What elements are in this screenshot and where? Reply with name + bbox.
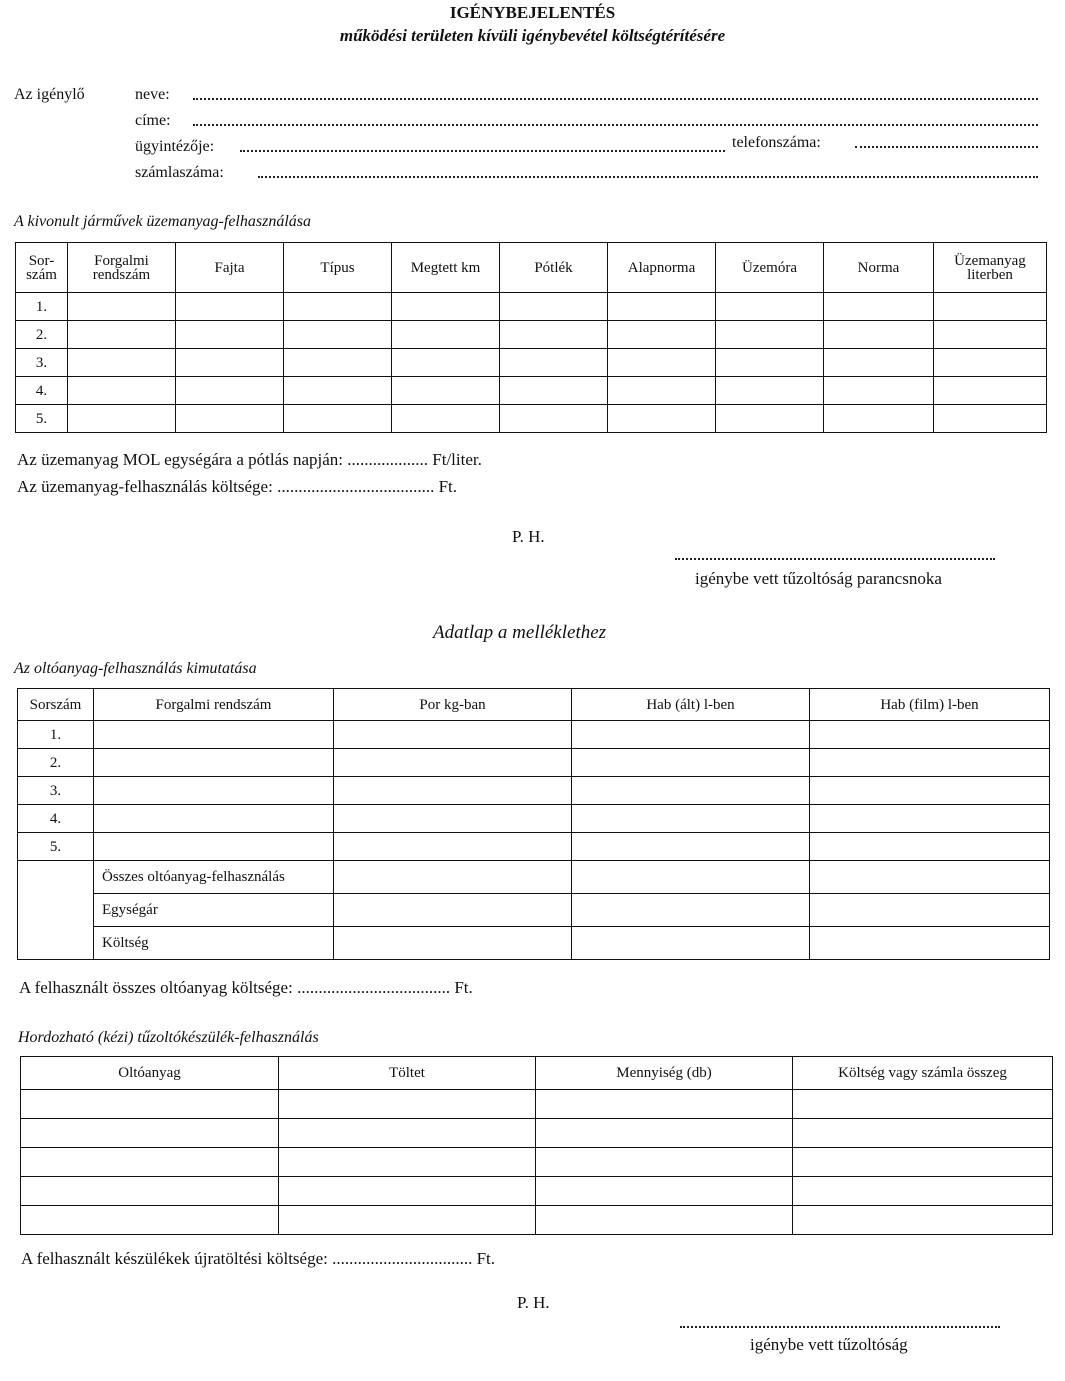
claimant-address-field[interactable]	[193, 124, 1038, 126]
fuel-cell[interactable]	[176, 349, 284, 377]
annex-cell[interactable]	[572, 721, 810, 749]
table-row	[18, 721, 1050, 749]
row-number: 5.	[18, 833, 94, 861]
portable-header-3: Költség vagy számla összeg	[793, 1057, 1053, 1090]
table-row	[21, 1148, 1053, 1177]
portable-cell[interactable]	[21, 1148, 279, 1177]
fuel-cell[interactable]	[608, 405, 716, 433]
fuel-cell[interactable]	[934, 405, 1047, 433]
row-number: 1.	[18, 721, 94, 749]
annex-total-line: A felhasznált összes oltóanyag költsége: .................................... Ft.	[19, 978, 473, 997]
fuel-header-9: Üzemanyag literben	[934, 243, 1047, 293]
portable-header-0: Oltóanyag	[21, 1057, 279, 1090]
claimant-contact-label: ügyintézője:	[135, 138, 215, 155]
portable-cell[interactable]	[279, 1206, 536, 1235]
fuel-cost-line: Az üzemanyag-felhasználás költsége: ..................................... Ft.	[17, 477, 458, 496]
fuel-cell[interactable]	[392, 293, 500, 321]
fuel-cell[interactable]	[934, 349, 1047, 377]
fuel-signature-label: igénybe vett tűzoltóság parancsnoka	[695, 569, 942, 588]
fuel-cell[interactable]	[392, 349, 500, 377]
annex-cell[interactable]	[334, 833, 572, 861]
fuel-cell[interactable]	[176, 321, 284, 349]
table-row	[16, 321, 1047, 349]
portable-cell[interactable]	[793, 1177, 1053, 1206]
summary-row	[18, 894, 1050, 927]
fuel-cell[interactable]	[284, 321, 392, 349]
fuel-cell[interactable]	[68, 405, 176, 433]
fuel-cell[interactable]	[176, 293, 284, 321]
portable-refill-line: A felhasznált készülékek újratöltési költsége: ................................. Ft.	[21, 1249, 496, 1268]
annex-header-1: Forgalmi rendszám	[94, 689, 334, 721]
row-number: 2.	[16, 321, 68, 349]
portable-cell[interactable]	[536, 1206, 793, 1235]
fuel-cell[interactable]	[68, 321, 176, 349]
annex-cell[interactable]	[810, 777, 1050, 805]
portable-cell[interactable]	[21, 1177, 279, 1206]
fuel-section-title: A kivonult járművek üzemanyag-felhasználása	[14, 213, 311, 230]
annex-cell[interactable]	[334, 749, 572, 777]
claimant-account-label: számlaszáma:	[135, 164, 224, 181]
portable-table	[20, 1056, 1053, 1235]
table-row	[21, 1119, 1053, 1148]
summary-cell[interactable]	[810, 894, 1050, 927]
fuel-cell[interactable]	[608, 377, 716, 405]
annex-cell[interactable]	[572, 833, 810, 861]
fuel-cell[interactable]	[68, 349, 176, 377]
table-row	[18, 749, 1050, 777]
claimant-name-field[interactable]	[193, 98, 1038, 100]
portable-cell[interactable]	[536, 1090, 793, 1119]
summary-cell[interactable]	[572, 861, 810, 894]
fuel-cell[interactable]	[284, 349, 392, 377]
portable-signature-line[interactable]	[680, 1326, 1000, 1328]
row-number: 4.	[18, 805, 94, 833]
claimant-label: Az igénylő	[14, 86, 85, 103]
fuel-header-1: Forgalmi rendszám	[68, 243, 176, 293]
summary-cell[interactable]	[572, 894, 810, 927]
extinguisher-table	[17, 688, 1050, 960]
portable-cell[interactable]	[21, 1090, 279, 1119]
table-row	[16, 293, 1047, 321]
annex-header-4: Hab (film) l-ben	[810, 689, 1050, 721]
row-number: 1.	[16, 293, 68, 321]
annex-cell[interactable]	[810, 749, 1050, 777]
portable-cell[interactable]	[793, 1119, 1053, 1148]
claimant-phone-field[interactable]	[855, 146, 1038, 148]
fuel-cell[interactable]	[500, 405, 608, 433]
annex-cell[interactable]	[572, 777, 810, 805]
claimant-account-field[interactable]	[258, 176, 1038, 178]
portable-signature-label: igénybe vett tűzoltóság	[750, 1335, 908, 1354]
annex-header-2: Por kg-ban	[334, 689, 572, 721]
fuel-cell[interactable]	[284, 405, 392, 433]
annex-cell[interactable]	[94, 777, 334, 805]
fuel-cell[interactable]	[500, 293, 608, 321]
fuel-cell[interactable]	[284, 377, 392, 405]
annex-cell[interactable]	[94, 749, 334, 777]
fuel-header-4: Megtett km	[392, 243, 500, 293]
fuel-cell[interactable]	[392, 405, 500, 433]
claimant-phone-label: telefonszáma:	[732, 134, 821, 151]
fuel-cell[interactable]	[500, 349, 608, 377]
portable-cell[interactable]	[279, 1090, 536, 1119]
fuel-cell[interactable]	[68, 293, 176, 321]
fuel-cell[interactable]	[392, 321, 500, 349]
fuel-cell[interactable]	[824, 377, 934, 405]
fuel-cell[interactable]	[716, 377, 824, 405]
summary-cell[interactable]	[334, 927, 572, 960]
fuel-cell[interactable]	[716, 405, 824, 433]
portable-cell[interactable]	[279, 1148, 536, 1177]
summary-row	[18, 861, 1050, 894]
table-row	[18, 805, 1050, 833]
portable-cell[interactable]	[279, 1119, 536, 1148]
row-number: 3.	[16, 349, 68, 377]
document-subtitle: működési területen kívüli igénybevétel költségtérítésére	[339, 26, 726, 45]
fuel-cell[interactable]	[176, 405, 284, 433]
claimant-contact-field[interactable]	[240, 150, 725, 152]
summary-row	[18, 927, 1050, 960]
fuel-cell[interactable]	[824, 293, 934, 321]
portable-cell[interactable]	[536, 1148, 793, 1177]
fuel-cell[interactable]	[824, 405, 934, 433]
fuel-header-5: Pótlék	[500, 243, 608, 293]
claimant-name-label: neve:	[135, 86, 170, 103]
annex-cell[interactable]	[334, 721, 572, 749]
fuel-cell[interactable]	[716, 293, 824, 321]
table-row	[18, 833, 1050, 861]
fuel-header-6: Alapnorma	[608, 243, 716, 293]
fuel-header-8: Norma	[824, 243, 934, 293]
portable-cell[interactable]	[536, 1177, 793, 1206]
fuel-stamp: P. H.	[512, 527, 545, 546]
portable-cell[interactable]	[21, 1206, 279, 1235]
fuel-cell[interactable]	[608, 293, 716, 321]
portable-cell[interactable]	[279, 1177, 536, 1206]
fuel-cell[interactable]	[284, 293, 392, 321]
portable-cell[interactable]	[793, 1206, 1053, 1235]
fuel-header-0: Sor- szám	[16, 243, 68, 293]
table-row	[16, 349, 1047, 377]
annex-cell[interactable]	[94, 721, 334, 749]
annex-header-0: Sorszám	[18, 689, 94, 721]
annex-cell[interactable]	[572, 749, 810, 777]
fuel-cell[interactable]	[608, 349, 716, 377]
portable-cell[interactable]	[21, 1119, 279, 1148]
fuel-cell[interactable]	[392, 377, 500, 405]
table-row	[16, 377, 1047, 405]
summary-label: Költség	[94, 927, 334, 960]
row-number: 5.	[16, 405, 68, 433]
annex-cell[interactable]	[810, 833, 1050, 861]
fuel-cell[interactable]	[824, 321, 934, 349]
fuel-cell[interactable]	[500, 377, 608, 405]
annex-cell[interactable]	[572, 805, 810, 833]
portable-cell[interactable]	[793, 1148, 1053, 1177]
fuel-cell[interactable]	[176, 377, 284, 405]
annex-cell[interactable]	[810, 721, 1050, 749]
annex-cell[interactable]	[334, 805, 572, 833]
table-row	[21, 1206, 1053, 1235]
fuel-cell[interactable]	[68, 377, 176, 405]
summary-cell[interactable]	[810, 927, 1050, 960]
summary-cell[interactable]	[810, 861, 1050, 894]
portable-cell[interactable]	[793, 1090, 1053, 1119]
fuel-cell[interactable]	[934, 321, 1047, 349]
summary-cell[interactable]	[334, 861, 572, 894]
portable-cell[interactable]	[536, 1119, 793, 1148]
fuel-header-3: Típus	[284, 243, 392, 293]
table-row	[18, 777, 1050, 805]
fuel-cell[interactable]	[824, 349, 934, 377]
row-number: 4.	[16, 377, 68, 405]
annex-cell[interactable]	[94, 833, 334, 861]
summary-cell[interactable]	[334, 894, 572, 927]
fuel-cell[interactable]	[500, 321, 608, 349]
row-number: 2.	[18, 749, 94, 777]
annex-cell[interactable]	[810, 805, 1050, 833]
fuel-unit-price-line: Az üzemanyag MOL egységára a pótlás napján: ................... Ft/liter.	[17, 450, 482, 469]
summary-cell[interactable]	[572, 927, 810, 960]
fuel-cell[interactable]	[934, 293, 1047, 321]
fuel-cell[interactable]	[716, 321, 824, 349]
fuel-table	[15, 242, 1047, 433]
document-title: IGÉNYBEJELENTÉS	[449, 3, 616, 22]
row-number: 3.	[18, 777, 94, 805]
claimant-address-label: címe:	[135, 112, 171, 129]
table-row	[16, 405, 1047, 433]
summary-label: Egységár	[94, 894, 334, 927]
annex-title: Adatlap a melléklethez	[433, 622, 607, 643]
summary-blank-cell	[18, 861, 94, 960]
annex-header-3: Hab (ált) l-ben	[572, 689, 810, 721]
annex-cell[interactable]	[334, 777, 572, 805]
portable-section-title: Hordozható (kézi) tűzoltókészülék-felhasználás	[18, 1029, 319, 1046]
fuel-header-2: Fajta	[176, 243, 284, 293]
summary-label: Összes oltóanyag-felhasználás	[94, 861, 334, 894]
annex-cell[interactable]	[94, 805, 334, 833]
fuel-cell[interactable]	[934, 377, 1047, 405]
table-row	[21, 1177, 1053, 1206]
fuel-cell[interactable]	[716, 349, 824, 377]
fuel-signature-line[interactable]	[675, 558, 995, 560]
portable-header-2: Mennyiség (db)	[536, 1057, 793, 1090]
portable-header-1: Töltet	[279, 1057, 536, 1090]
portable-stamp: P. H.	[517, 1293, 550, 1312]
fuel-header-7: Üzemóra	[716, 243, 824, 293]
table-row	[21, 1090, 1053, 1119]
annex-section-title: Az oltóanyag-felhasználás kimutatása	[14, 660, 257, 677]
fuel-cell[interactable]	[608, 321, 716, 349]
